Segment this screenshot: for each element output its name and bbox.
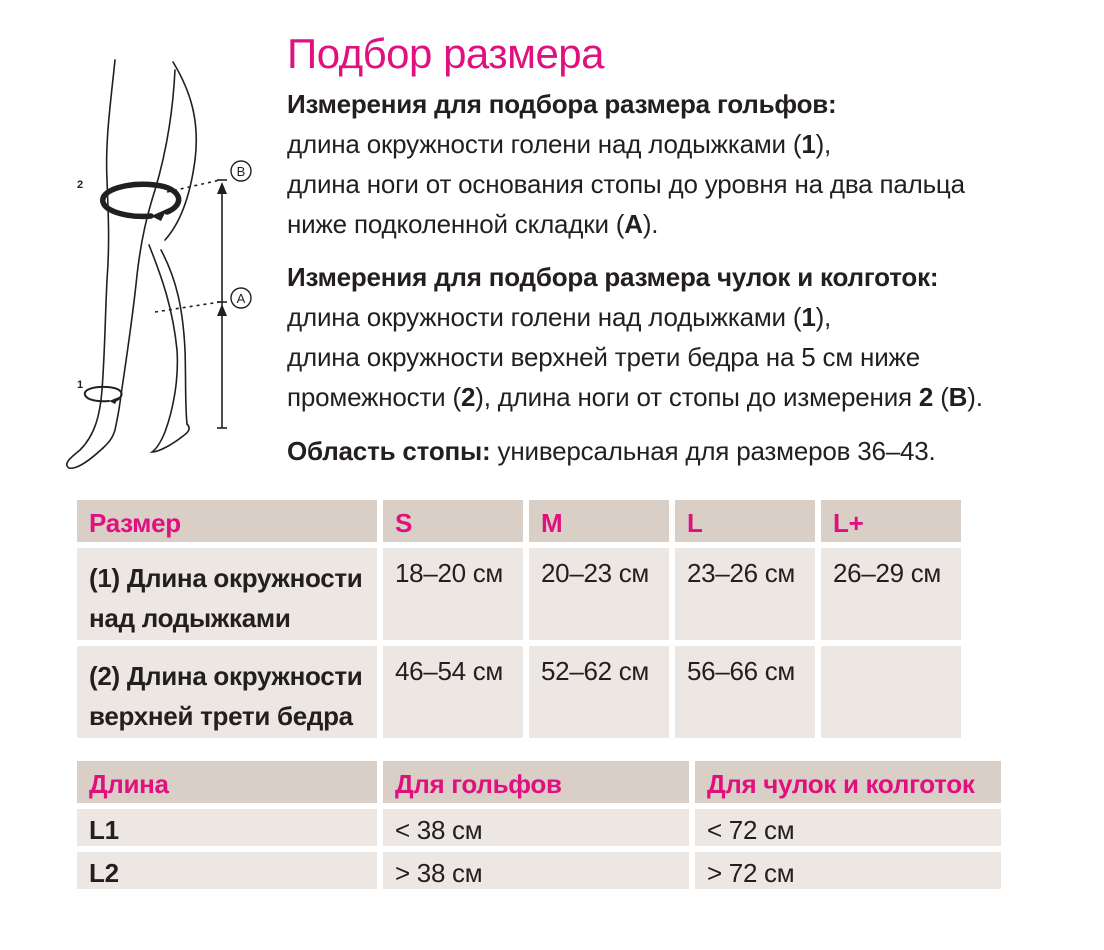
header-cell: M	[529, 500, 669, 542]
row-label: L1	[77, 809, 377, 846]
marker-b	[231, 161, 251, 181]
foot-area-label: Область стопы:	[287, 436, 491, 466]
stockings-line-3: промежности (2), длина ноги от стопы до измерения 2 (B).	[287, 382, 983, 412]
header-cell: Длина	[77, 761, 377, 803]
table-cell: 20–23 см	[529, 548, 669, 640]
length-table-header	[77, 761, 1001, 803]
table-cell: > 38 см	[383, 852, 689, 889]
socks-measurements	[287, 84, 965, 244]
socks-heading: Измерения для подбора размера гольфов:	[287, 89, 837, 119]
leg-measurement-illustration	[55, 40, 285, 480]
table-cell: 18–20 см	[383, 548, 523, 640]
table-cell: < 38 см	[383, 809, 689, 846]
stockings-line-1: длина окружности голени над лодыжками (1),	[287, 302, 832, 332]
marker-a	[231, 288, 251, 308]
stockings-line-2: длина окружности верхней трети бедра на 5 см ниже	[287, 342, 920, 372]
size-table-header	[77, 500, 961, 542]
stockings-heading: Измерения для подбора размера чулок и колготок:	[287, 262, 939, 292]
table-cell: < 72 см	[695, 809, 1001, 846]
length-table	[71, 755, 1007, 895]
label-1: 1	[77, 379, 84, 391]
table-cell	[821, 646, 961, 738]
table-row	[77, 852, 1001, 889]
stockings-measurements	[287, 257, 983, 417]
table-row	[77, 646, 961, 738]
table-cell: 26–29 см	[821, 548, 961, 640]
label-2: 2	[77, 179, 84, 191]
socks-line-1: длина окружности голени над лодыжками (1),	[287, 129, 832, 159]
table-cell: 23–26 см	[675, 548, 815, 640]
row-label: (1) Длина окружности над лодыжками	[77, 548, 377, 640]
page-title: Подбор размера	[287, 30, 605, 77]
table-cell: > 72 см	[695, 852, 1001, 889]
socks-line-2: длина ноги от основания стопы до уровня на два пальца	[287, 169, 965, 199]
svg-text:B: B	[236, 164, 246, 179]
table-row	[77, 548, 961, 640]
svg-text:A: A	[236, 291, 246, 306]
table-cell: 46–54 см	[383, 646, 523, 738]
header-cell: S	[383, 500, 523, 542]
table-cell: 52–62 см	[529, 646, 669, 738]
socks-line-3: ниже подколенной складки (A).	[287, 209, 659, 239]
header-cell: L+	[821, 500, 961, 542]
header-cell: Для гольфов	[383, 761, 689, 803]
table-cell: 56–66 см	[675, 646, 815, 738]
row-label: L2	[77, 852, 377, 889]
header-cell: Для чулок и колготок	[695, 761, 1001, 803]
table-row	[77, 809, 1001, 846]
foot-area	[287, 431, 936, 471]
foot-area-text: универсальная для размеров 36–43.	[490, 436, 936, 466]
header-cell: Размер	[77, 500, 377, 542]
row-label: (2) Длина окружности верхней трети бедра	[77, 646, 377, 738]
header-cell: L	[675, 500, 815, 542]
size-table	[71, 494, 967, 744]
